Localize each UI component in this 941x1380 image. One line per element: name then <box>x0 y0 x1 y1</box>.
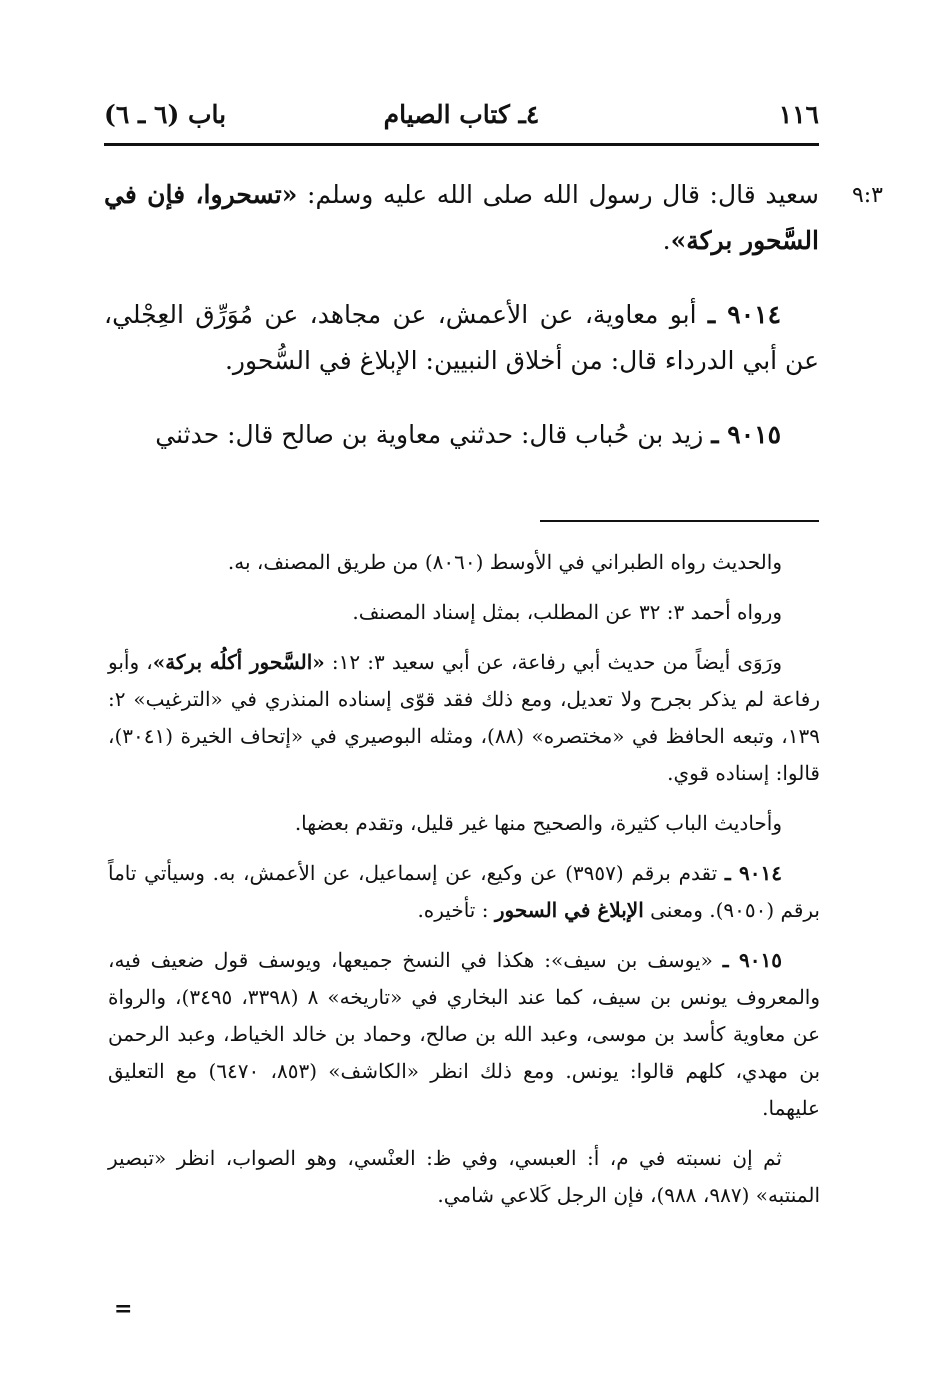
footnote-number: ٩٠١٤ ـ <box>724 861 783 885</box>
hadith-number: ٩٠١٤ ـ <box>707 300 781 329</box>
paragraph-text: سعيد قال: قال رسول الله صلى الله عليه وسلم: <box>297 180 819 209</box>
hadith-number: ٩٠١٥ ـ <box>711 420 781 449</box>
side-reference: ٩:٣ <box>851 183 883 208</box>
footnote-text: : تأخيره. <box>417 898 489 922</box>
footnote-divider <box>540 520 819 522</box>
footnote-text: ورواه أحمد ٣: ٣٢ عن المطلب، بمثل إسناد المصنف. <box>352 600 782 624</box>
page-number: ١١٦ <box>778 100 819 129</box>
hadith-text: أبو معاوية، عن الأعمش، عن مجاهد، عن مُوَرِّق العِجْلي، عن أبي الدرداء قال: من أخلاق النبيين: الإبلاغ في السُّحور. <box>104 300 819 375</box>
header-divider <box>104 143 819 146</box>
continuation-mark: = <box>114 1296 133 1322</box>
footnotes <box>108 544 820 1227</box>
hadith-text: زيد بن حُباب قال: حدثني معاوية بن صالح قال: حدثني <box>155 420 704 449</box>
footnote <box>108 594 820 631</box>
footnote-term: الإبلاغ في السحور <box>494 898 644 922</box>
footnote <box>108 805 820 842</box>
running-header <box>104 98 819 138</box>
footnote <box>108 855 820 929</box>
footnote-text: ورَوَى أيضاً من حديث أبي رفاعة، عن أبي سعيد ٣: ١٢: <box>324 650 782 674</box>
chapter-label: باب (٦ ـ ٦) <box>104 100 227 129</box>
main-text <box>104 172 819 486</box>
footnote <box>108 644 820 792</box>
footnote-text: ، وأبو رفاعة لم يذكر بجرح ولا تعديل، ومع ذلك فقد قوّى إسناده المنذري في «الترغيب» ٢: ١٣٩، وتبعه الحافظ في «مختصره» (٨٨)، ومثله البوصيري في «إتحاف الخيرة (٣٠٤١)، قالوا: إسناده قوي. <box>108 650 821 785</box>
main-paragraph <box>104 172 819 264</box>
footnote-text: «يوسف بن سيف»: هكذا في النسخ جميعها، ويوسف قول ضعيف فيه، والمعروف يونس بن سيف، كما عند البخاري في «تاريخه» ٨ (٣٣٩٨، ٣٤٩٥)، والرواة عن معاوية كأسد بن موسى، وعبد الله بن صالح، وحماد بن خالد الخياط، وعبد الرحمن بن مهدي، كلهم قالوا: يونس. ومع ذلك انظر «الكاشف» (٨٥٣، ٦٤٧٠) مع التعليق عليهما. <box>108 948 821 1120</box>
hadith-quote: «تسحروا، فإن في السَّحور بركة» <box>104 180 819 255</box>
footnote-text: والحديث رواه الطبراني في الأوسط (٨٠٦٠) من طريق المصنف، به. <box>227 550 782 574</box>
footnote-text: ثم إن نسبته في م، أ: العبسي، وفي ظ: العنْسي، وهو الصواب، انظر «تبصير المنتبه» (٩٨٧، ٩٨٨)، فإن الرجل كَلاعي شامي. <box>108 1146 820 1207</box>
footnote-quote: «السَّحور أكلُه بركة» <box>152 650 325 674</box>
footnote <box>108 544 820 581</box>
footnote-text: تقدم برقم (٣٩٥٧) عن وكيع، عن إسماعيل، عن الأعمش، به. وسيأتي تاماً برقم (٩٠٥٠). ومعنى <box>108 861 820 922</box>
book-title: ٤ـ كتاب الصيام <box>383 100 540 129</box>
paragraph-tail: . <box>662 226 671 255</box>
footnote <box>108 942 820 1127</box>
footnote <box>108 1140 820 1214</box>
footnote-number: ٩٠١٥ ـ <box>722 948 782 972</box>
hadith-entry <box>104 292 819 384</box>
footnote-text: وأحاديث الباب كثيرة، والصحيح منها غير قليل، وتقدم بعضها. <box>294 811 782 835</box>
hadith-entry <box>104 412 819 458</box>
